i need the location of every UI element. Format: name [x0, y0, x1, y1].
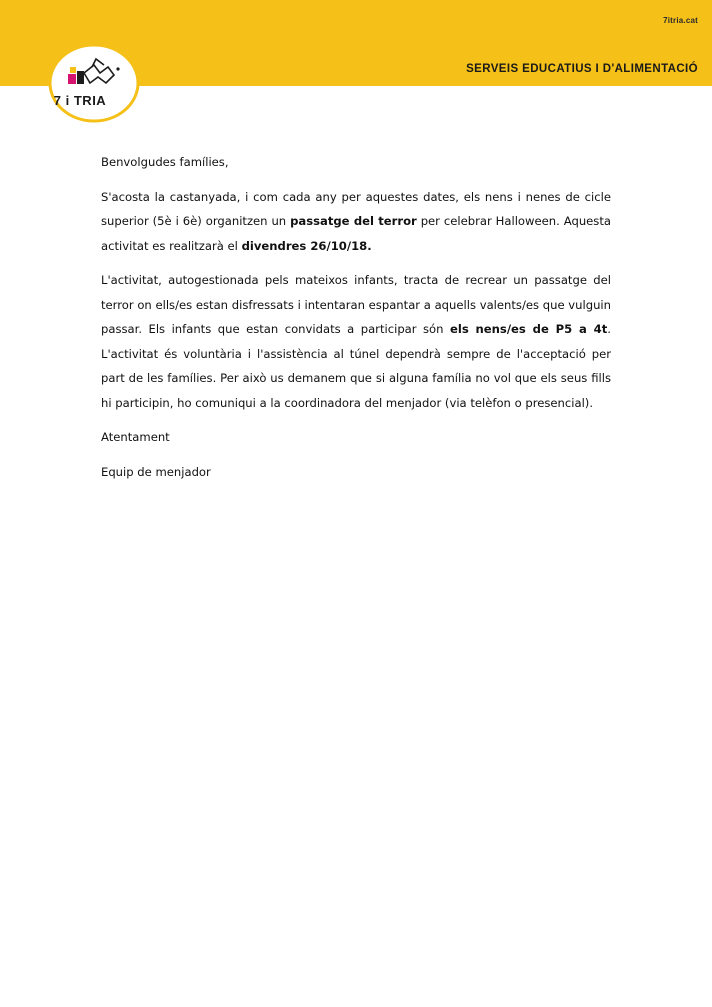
event-date: divendres 26/10/18. [241, 238, 372, 253]
paragraph-1 [101, 185, 611, 259]
letter-body [101, 150, 611, 484]
website-url[interactable]: 7itria.cat [663, 16, 698, 25]
paragraph-1-text-a: S'acosta la castanyada, i com cada any per aquestes dates, els nens i nenes de cicle superior (5è i 6è) organitzen un [101, 189, 611, 228]
logo-graphic [48, 45, 146, 125]
closing: Atentament [101, 430, 170, 444]
logo-text: 7 i TRIA [53, 93, 107, 108]
header-title: SERVEIS EDUCATIUS I D'ALIMENTACIÓ [466, 63, 698, 75]
paragraph-2-text-c: . L'activitat és voluntària i l'assistència al túnel dependrà sempre de l'acceptació per part de les famílies. Per això us demanem que si alguna família no vol que els seus fills hi participin, ho comuniqui a la coordinadora del menjador (via telèfon o presencial). [101, 322, 611, 410]
signature: Equip de menjador [101, 464, 211, 479]
paragraph-2-text-a: L'activitat, autogestionada pels mateixos infants, tracta de recrear un passatge del terror on ells/es estan disfressats i intentaran espantar a aquells valents/es que vulguin passar. Els infants que estan convidats a participar són [101, 273, 611, 336]
paragraph-2 [101, 268, 611, 415]
company-logo [48, 45, 146, 125]
paragraph-1-text-c: per celebrar Halloween. Aquesta activitat es realitzarà el [101, 214, 611, 253]
participant-groups: els nens/es de P5 a 4t [449, 322, 608, 336]
event-name: passatge del terror [290, 214, 417, 228]
greeting: Benvolgudes famílies, [101, 155, 229, 169]
